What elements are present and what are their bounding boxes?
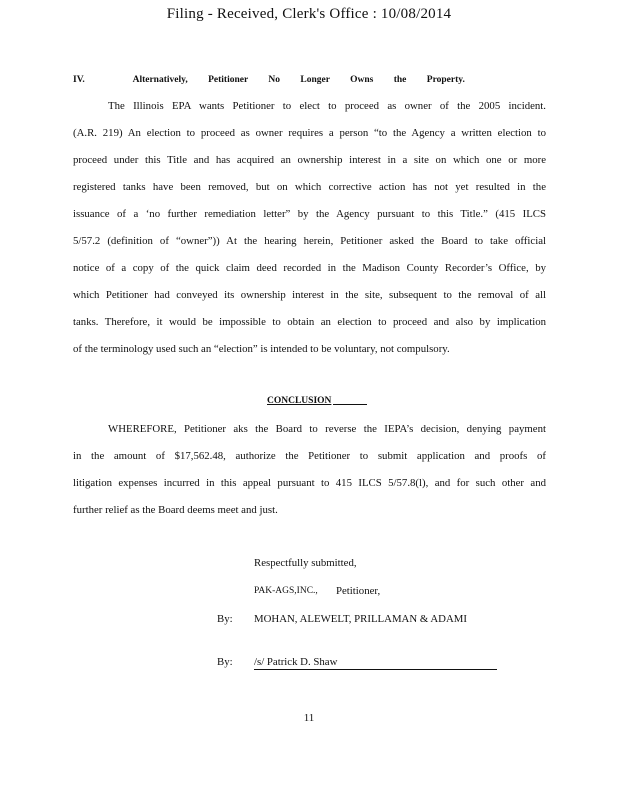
paragraph-line: (A.R. 219) An election to proceed as owner requires a person “to the Agency a written election to [73,127,546,139]
paragraph-line: in the amount of $17,562.48, authorize the Petitioner to submit application and proofs of [73,450,546,462]
paragraph-line: The Illinois EPA wants Petitioner to elect to proceed as owner of the 2005 incident. [108,100,546,112]
paragraph-line: issuance of a ‘no further remediation letter” by the Agency pursuant to this Title.” (415 ILCS [73,208,546,220]
by-label: By: [217,613,233,625]
section-number: IV. [73,75,85,85]
paragraph-line: which Petitioner had conveyed its ownership interest in the site, subsequent to the removal of all [73,289,546,301]
paragraph-line: registered tanks have been removed, but on which corrective action has not yet resulted in the [73,181,546,193]
signature-line [254,656,497,670]
by-label: By: [217,656,233,668]
conclusion-heading: CONCLUSION [267,396,367,406]
conclusion-paragraph [73,416,546,524]
paragraph-line: litigation expenses incurred in this appeal pursuant to 415 ILCS 5/57.8(l), and for such other and [73,477,546,489]
argument-paragraph [73,93,546,363]
paragraph-line: of the terminology used such an “election” is intended to be voluntary, not compulsory. [73,343,450,355]
paragraph-line: WHEREFORE, Petitioner aks the Board to reverse the IEPA’s decision, denying payment [108,423,546,435]
signature-closing: Respectfully submitted, [254,557,357,569]
paragraph-line: 5/57.2 (definition of “owner”)) At the hearing herein, Petitioner asked the Board to take official [73,235,546,247]
section-heading [73,75,465,85]
paragraph-line: proceed under this Title and has acquired an ownership interest in a site on which one or more [73,154,546,166]
paragraph-line: notice of a copy of the quick claim deed recorded in the Madison County Recorder’s Office, by [73,262,546,274]
paragraph-line: tanks. Therefore, it would be impossible to obtain an election to proceed and also by implication [73,316,546,328]
signer-name: /s/ Patrick D. Shaw [254,656,338,668]
party-name: PAK-AGS,INC., [254,586,318,596]
page-number: 11 [303,712,315,724]
filing-header: Filing - Received, Clerk's Office : 10/08/2014 [166,6,452,22]
paragraph-line: further relief as the Board deems meet and just. [73,504,278,516]
law-firm-name: MOHAN, ALEWELT, PRILLAMAN & ADAMI [254,613,467,625]
party-role: Petitioner, [336,585,381,597]
section-title: Alternatively, Petitioner No Longer Owns the Property. [132,75,465,85]
